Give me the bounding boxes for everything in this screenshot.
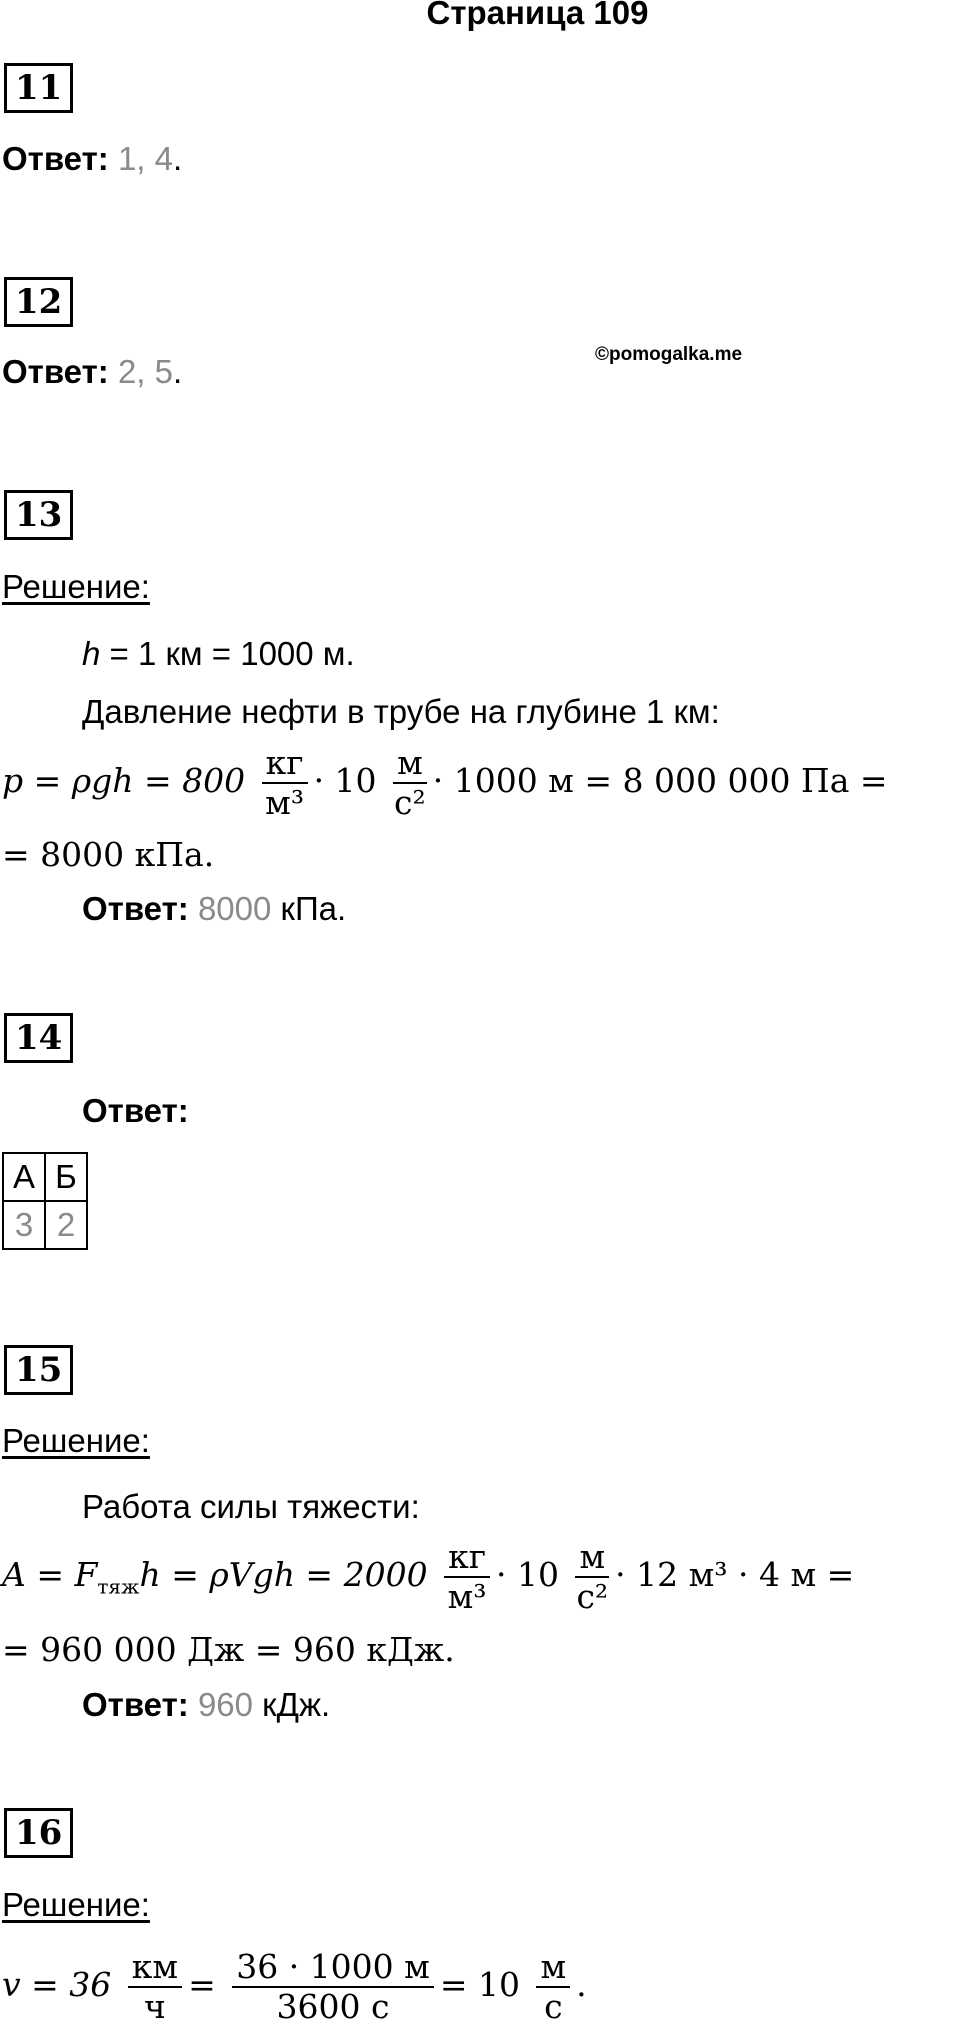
frac-num: кг bbox=[262, 744, 308, 784]
equation-15-line1 bbox=[2, 1538, 854, 1616]
table-header-row bbox=[3, 1153, 87, 1201]
given-rest: = 1 км = 1000 м. bbox=[100, 635, 355, 672]
frac-den: м³ bbox=[265, 783, 305, 822]
fraction-km-h bbox=[128, 1948, 182, 2026]
given-variable: h bbox=[82, 635, 101, 672]
eq-right: · 1000 м = 8 000 000 Па = bbox=[432, 761, 888, 800]
answer-unit: кПа. bbox=[271, 890, 347, 927]
answer-11 bbox=[2, 140, 182, 178]
equation-16 bbox=[2, 1948, 587, 2026]
answer-12 bbox=[2, 353, 182, 391]
fraction-kg-m3 bbox=[262, 744, 308, 822]
table-row bbox=[3, 1201, 87, 1249]
solution-label-15: Решение: bbox=[2, 1422, 150, 1459]
fraction-kg-m3 bbox=[444, 1538, 490, 1616]
eq-equals: = bbox=[188, 1965, 216, 2004]
answer-label: Ответ: bbox=[82, 1686, 189, 1723]
frac-den: с bbox=[544, 1987, 563, 2026]
eq-left: p = ρgh = 800 bbox=[2, 761, 246, 800]
table-cell: 3 bbox=[3, 1201, 45, 1249]
task-number-14: 14 bbox=[4, 1013, 73, 1063]
answer-end: . bbox=[172, 140, 183, 177]
fraction-m-s2 bbox=[393, 744, 427, 822]
fraction-m-s2 bbox=[575, 1538, 609, 1616]
eq-left: A = F bbox=[2, 1555, 98, 1594]
answer-value: 2, 5 bbox=[117, 353, 173, 390]
given-13 bbox=[82, 635, 355, 673]
frac-den: ч bbox=[144, 1987, 166, 2026]
eq-right: · 12 м³ · 4 м = bbox=[615, 1555, 855, 1594]
answer-label: Ответ: bbox=[82, 890, 189, 927]
task-number-12: 12 bbox=[4, 277, 73, 327]
answer-label: Ответ: bbox=[2, 140, 109, 177]
solution-label-13: Решение: bbox=[2, 568, 150, 605]
eq-left: v = 36 bbox=[2, 1965, 112, 2004]
text-13: Давление нефти в трубе на глубине 1 км: bbox=[82, 693, 720, 730]
answer-table-14 bbox=[2, 1152, 88, 1250]
answer-15 bbox=[82, 1686, 330, 1724]
equation-13-line1 bbox=[2, 744, 888, 822]
frac-den: 3600 с bbox=[276, 1987, 390, 2026]
frac-num: м bbox=[536, 1948, 570, 1988]
frac-den: с² bbox=[576, 1577, 609, 1616]
solution-label-16: Решение: bbox=[2, 1886, 150, 1923]
table-cell: 2 bbox=[45, 1201, 87, 1249]
text-15: Работа силы тяжести: bbox=[82, 1488, 420, 1525]
answer-unit: кДж. bbox=[253, 1686, 331, 1723]
equation-15-line2: = 960 000 Дж = 960 кДж. bbox=[2, 1630, 455, 1669]
table-header-cell: Б bbox=[45, 1153, 87, 1201]
answer-label: Ответ: bbox=[82, 1092, 189, 1129]
equation-13-line2: = 8000 кПа. bbox=[2, 835, 215, 874]
task-number-16: 16 bbox=[4, 1808, 73, 1858]
frac-num: м bbox=[575, 1538, 609, 1578]
frac-num: м bbox=[393, 744, 427, 784]
task-number-15: 15 bbox=[4, 1345, 73, 1395]
eq-left2: h = ρVgh = 2000 bbox=[139, 1555, 428, 1594]
table-header-cell: А bbox=[3, 1153, 45, 1201]
answer-end: . bbox=[172, 353, 183, 390]
frac-num: км bbox=[128, 1948, 182, 1988]
frac-den: м³ bbox=[447, 1577, 487, 1616]
eq-mid: = 10 bbox=[439, 1965, 520, 2004]
answer-value: 960 bbox=[197, 1686, 253, 1723]
fraction-m-s bbox=[536, 1948, 570, 2026]
frac-den: с² bbox=[394, 783, 426, 822]
eq-subscript: тяж bbox=[97, 1574, 140, 1599]
eq-end: . bbox=[576, 1965, 587, 2004]
answer-13 bbox=[82, 890, 346, 928]
answer-value: 8000 bbox=[197, 890, 272, 927]
task-number-11: 11 bbox=[4, 63, 73, 113]
eq-mid: · 10 bbox=[313, 761, 377, 800]
frac-num: 36 · 1000 м bbox=[232, 1948, 434, 1988]
answer-14 bbox=[82, 1092, 189, 1130]
answer-label: Ответ: bbox=[2, 353, 109, 390]
eq-mid: · 10 bbox=[495, 1555, 559, 1594]
task-number-13: 13 bbox=[4, 490, 73, 540]
watermark: ©pomogalka.me bbox=[595, 344, 743, 365]
answer-value: 1, 4 bbox=[117, 140, 173, 177]
page-title: Страница 109 bbox=[426, 0, 649, 31]
fraction-conversion bbox=[232, 1948, 434, 2026]
frac-num: кг bbox=[444, 1538, 490, 1578]
